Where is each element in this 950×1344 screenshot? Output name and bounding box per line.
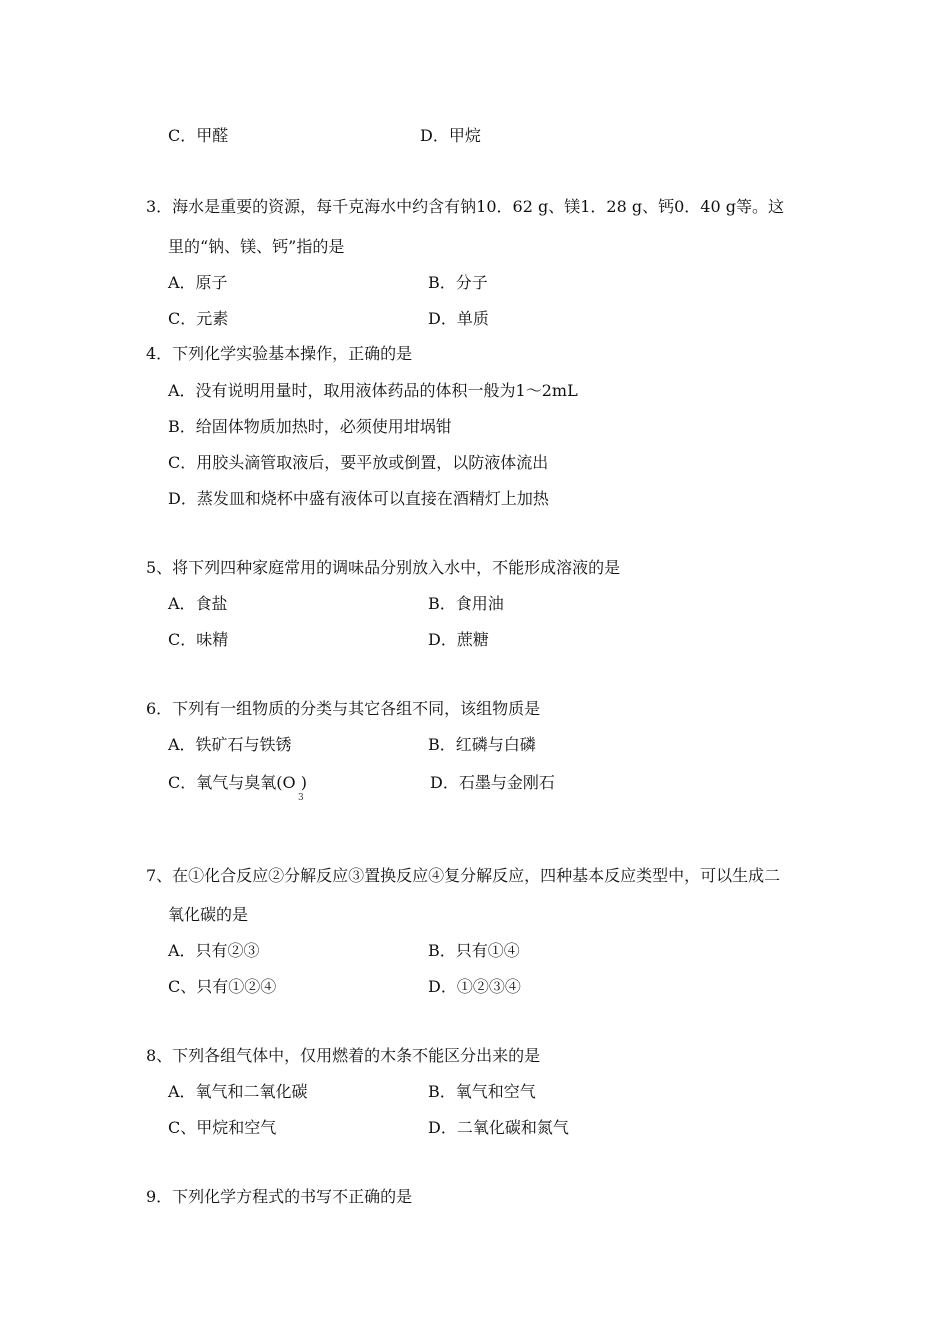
q7-option-c: C、只有①②④ bbox=[168, 977, 277, 996]
q3-stem-line1: 3．海水是重要的资源，每千克海水中约含有钠10．62 g、镁1．28 g、钙0．40 g等。这 bbox=[146, 197, 784, 216]
q7-option-d: D．①②③④ bbox=[428, 977, 521, 996]
q4-option-a: A．没有说明用量时，取用液体药品的体积一般为1～2mL bbox=[168, 381, 578, 400]
q8-stem: 8、下列各组气体中，仅用燃着的木条不能区分出来的是 bbox=[146, 1046, 541, 1065]
q5-option-a: A．食盐 bbox=[168, 594, 228, 613]
q8-option-b: B．氧气和空气 bbox=[428, 1082, 536, 1101]
q4-option-b: B．给固体物质加热时，必须使用坩埚钳 bbox=[168, 417, 452, 436]
q7-stem-line2: 氧化碳的是 bbox=[168, 905, 249, 924]
q7-option-b: B．只有①④ bbox=[428, 941, 520, 960]
q5-stem: 5、将下列四种家庭常用的调味品分别放入水中，不能形成溶液的是 bbox=[146, 558, 621, 577]
q6-option-b: B．红磷与白磷 bbox=[428, 735, 536, 754]
q7-option-a: A．只有②③ bbox=[168, 941, 260, 960]
q2-option-c: C．甲醛 bbox=[168, 126, 229, 145]
q6-option-a: A．铁矿石与铁锈 bbox=[168, 735, 292, 754]
q3-option-d: D．单质 bbox=[428, 309, 489, 328]
q3-option-a: A．原子 bbox=[168, 273, 228, 292]
q2-option-d: D．甲烷 bbox=[420, 126, 481, 145]
q6-stem: 6．下列有一组物质的分类与其它各组不同，该组物质是 bbox=[146, 699, 541, 718]
q5-option-d: D．蔗糖 bbox=[428, 630, 489, 649]
q4-option-c: C．用胶头滴管取液后，要平放或倒置，以防液体流出 bbox=[168, 453, 549, 472]
q5-option-b: B．食用油 bbox=[428, 594, 504, 613]
q3-option-b: B．分子 bbox=[428, 273, 488, 292]
q3-stem-line2: 里的“钠、镁、钙”指的是 bbox=[168, 237, 345, 256]
q8-option-d: D．二氧化碳和氮气 bbox=[428, 1118, 569, 1137]
q4-option-d: D．蒸发皿和烧杯中盛有液体可以直接在酒精灯上加热 bbox=[168, 489, 549, 508]
q8-option-c: C、甲烷和空气 bbox=[168, 1118, 277, 1137]
q8-option-a: A．氧气和二氧化碳 bbox=[168, 1082, 308, 1101]
q4-stem: 4．下列化学实验基本操作，正确的是 bbox=[146, 344, 413, 363]
q6-option-c: C．氧气与臭氧(O ) bbox=[168, 773, 307, 792]
q5-option-c: C．味精 bbox=[168, 630, 229, 649]
q6-option-c-subscript: 3 bbox=[298, 793, 304, 803]
q7-stem-line1: 7、在①化合反应②分解反应③置换反应④复分解反应，四种基本反应类型中，可以生成二 bbox=[146, 866, 781, 885]
q9-stem: 9．下列化学方程式的书写不正确的是 bbox=[146, 1187, 413, 1206]
q3-option-c: C．元素 bbox=[168, 309, 229, 328]
q6-option-d: D．石墨与金刚石 bbox=[430, 773, 555, 792]
